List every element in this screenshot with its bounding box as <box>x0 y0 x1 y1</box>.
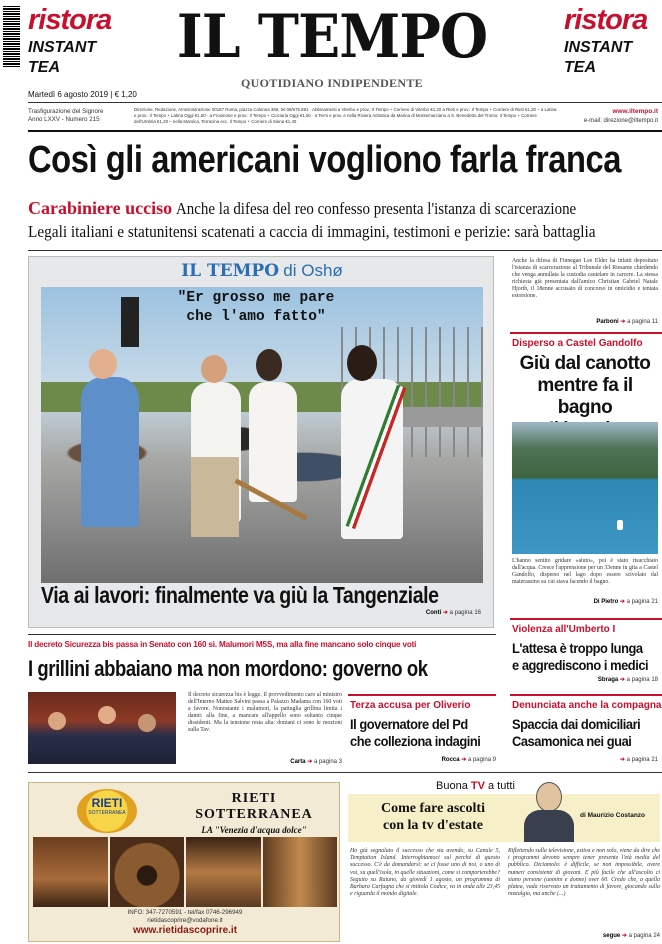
umberto-title-1: L'attesa è troppo lunga <box>512 640 643 656</box>
sicurezza-page: a pagina 3 <box>313 759 342 765</box>
rieti-ad[interactable] <box>28 782 340 942</box>
oliverio-page: a pagina 9 <box>467 757 496 763</box>
oliverio-headline[interactable] <box>350 716 496 750</box>
ad-product-label: INSTANT TEA <box>564 39 633 76</box>
oliverio-ref[interactable] <box>350 756 496 763</box>
issue-price: € 1,20 <box>114 90 137 99</box>
casamonica-page: a pagina 21 <box>626 757 658 763</box>
ad-product-label: INSTANT TEA <box>28 39 97 76</box>
casamonica-title-2: Casamonica nei guai <box>512 733 632 749</box>
email-link[interactable]: e-mail: direzione@iltempo.it <box>583 118 658 124</box>
arrow-icon: ➔ <box>442 610 448 616</box>
masthead-title[interactable]: IL TEMPO <box>176 2 488 72</box>
castel-title-1: Giù dal canotto <box>519 353 651 374</box>
castel-kicker: Disperso a Castel Gandolfo <box>512 338 643 349</box>
lead-deck <box>28 198 662 219</box>
issue-date: Martedì 6 agosto 2019 <box>28 90 109 99</box>
tv-label-pre: Buona <box>436 780 468 792</box>
volume-number: Anno LXXV - Numero 215 <box>28 116 100 123</box>
rieti-info <box>33 909 337 937</box>
tv-byline-pre: di <box>580 812 586 819</box>
arrow-icon: ➔ <box>619 599 625 605</box>
rieti-email[interactable]: rietidascoprire@vodafone.it <box>147 917 223 924</box>
ad-right[interactable] <box>564 4 662 84</box>
senate-photo[interactable] <box>28 692 176 764</box>
tv-author: segue <box>602 933 621 939</box>
tv-title-2: con la tv d'estate <box>383 818 483 833</box>
casamonica-headline[interactable] <box>512 716 662 750</box>
tv-byline <box>580 812 645 819</box>
tv-ref[interactable] <box>508 932 660 939</box>
castel-author: Di Pietro <box>593 599 619 605</box>
photo-author: Conti <box>425 610 442 616</box>
column-author: di Oshø <box>283 261 343 280</box>
arrow-icon: ➔ <box>619 757 625 763</box>
sicurezza-kicker: Il decreto Sicurezza bis passa in Senato con 160 sì. Malumori M5S, ma alla fine mancano solo cinque voti <box>28 640 417 649</box>
tv-label <box>436 780 515 792</box>
rieti-website[interactable]: www.rietidascoprire.it <box>132 925 238 936</box>
arrow-icon: ➔ <box>461 757 467 763</box>
ad-left[interactable] <box>28 4 128 84</box>
quote-line-2: che l'amo fatto" <box>186 309 326 325</box>
column-title: IL TEMPO <box>181 261 280 281</box>
tv-title <box>358 800 508 834</box>
oliverio-title-1: Il governatore del Pd <box>350 716 468 732</box>
umberto-kicker: Violenza all'Umberto I <box>512 624 616 635</box>
castel-title-2: mentre fa il bagno <box>537 375 633 418</box>
umberto-page: a pagina 18 <box>626 677 658 683</box>
quote-line-1: "Er grosso me pare <box>177 290 335 306</box>
sicurezza-text[interactable]: Il decreto sicurezza bis è legge. Il provvedimento caro al ministro dell'Interno Matteo Salvini passa a Palazzo Madama con 160 voti a favore. Nonostante i malumori, la pattuglia grillina limita i danni: alla fine, a mancare all'appello sono soltanto cinque dissidenti. Ma la tensione resta alta: domani ci sono le mozioni sulla Tav. <box>188 692 342 733</box>
ad-brand-logo: ristora <box>28 4 112 36</box>
castel-ref[interactable] <box>512 598 658 605</box>
ad-brand-logo: ristora <box>564 4 648 36</box>
saint-of-day: Trasfigurazione del Signore <box>28 108 104 115</box>
oliverio-author: Rocca <box>441 757 460 763</box>
author-portrait <box>520 782 576 842</box>
photo-caption[interactable]: Via ai lavori: finalmente va giù la Tangenziale <box>41 582 439 608</box>
date-line: Martedì 6 agosto 2019 | € 1,20 <box>28 90 137 99</box>
photo[interactable] <box>41 287 483 583</box>
castel-page: a pagina 21 <box>626 599 658 605</box>
photo-page: a pagina 16 <box>449 610 481 616</box>
rieti-logo-text: RIETI <box>91 796 123 810</box>
lake-photo[interactable] <box>512 422 658 554</box>
photo-box[interactable] <box>28 256 494 628</box>
lead-deck-line2: Legali italiani e statunitensi scatenati a caccia di immagini, testimoni e perizie: sarà battaglia <box>28 222 596 241</box>
umberto-ref[interactable] <box>512 676 658 683</box>
photo-ref[interactable] <box>426 609 481 616</box>
lead-deck-line1: Anche la difesa del reo confesso presenta l'istanza di scarcerazione <box>176 199 577 218</box>
rieti-photos <box>33 837 337 907</box>
arrow-icon: ➔ <box>620 319 626 325</box>
lead-side-page: a pagina 11 <box>627 319 658 325</box>
oliverio-title-2: che colleziona indagini <box>350 733 481 749</box>
rieti-logo <box>77 789 137 833</box>
tv-column-2[interactable]: Riflettendo sulla televisione, estiva e non solo, viene da dire che i programmi devono sempre tener presente l'età media del pubblico. Diciamolo: è difficile, se non impossibile, avere numeri consistenti di giovani. E più facile che all'ascolto ci siano persone (uomini e donne) over 60. Credo che, a quella platea, vada riservato un trattamento di favore, giocando sulla nostalgia, ma anche (...) <box>508 848 660 898</box>
castel-text[interactable]: L'hanno sentito gridare «aiuto», poi è stato risucchiato dall'acqua. Cresce l'apprensione per un 33enne in gita a Castel Gandolfo, disperso nel lago dopo essere scivolato dal materassino su cui stava facendo il bagno. <box>512 558 658 585</box>
oliverio-kicker: Terza accusa per Oliverio <box>350 700 471 711</box>
lead-side-text[interactable]: Anche la difesa di Finnegan Lee Elder ha infatti depositato l'istanza di scarcerazione al Tribunale del Riesame chiedendo che venga annullata la custodia cautelare in carcere. La stessa richiesta già presentata dall'amico Christian Gabriel Natale Hjorth, il 18enne accusato di concorso in omicidio e tentata estorsione. <box>512 258 658 299</box>
rieti-title-1: RIETI <box>231 791 277 806</box>
umberto-title-2: e aggrediscono i medici <box>512 657 649 673</box>
rieti-ad-title <box>179 791 329 835</box>
casamonica-title-1: Spaccia dai domiciliari <box>512 716 641 732</box>
casamonica-kicker: Denunciata anche la compagna <box>512 700 662 711</box>
tv-label-post: a tutti <box>488 780 515 792</box>
sicurezza-author: Carta <box>290 759 306 765</box>
barcode <box>3 6 20 68</box>
tv-header[interactable] <box>348 794 660 842</box>
umberto-headline[interactable] <box>512 640 662 674</box>
arrow-icon: ➔ <box>619 677 625 683</box>
tv-title-1: Come fare ascolti <box>381 801 485 816</box>
sicurezza-ref[interactable] <box>188 758 342 765</box>
arrow-icon: ➔ <box>621 933 627 939</box>
tv-page: a pagina 24 <box>628 933 660 939</box>
umberto-author: Sbraga <box>597 677 619 683</box>
rieti-phone: INFO: 347-7270591 - tel/fax 0746-296949 <box>127 909 243 916</box>
legal-info: Direzione, Redazione, Amministrazione 00187 Roma, piazza Colonna 366, tel 06/675.881 · Abbinamenti a Viterbo e prov.: Il Tempo + Corriere di Viterbo €1,20 a Rieti e prov.: Il Tempo + Corriere di Rieti €1,20 – a Latina e prov.: Il Tempo + Latina Oggi €1,50 · a Frosinone e prov.: Il Tempo + Ciociaria Oggi €1,50 · a Terni e prov. e nella Riviera Adriatica da Marina di Montemarciano a S. Benedetto del Tronto: Il Tempo + Corriere dell'Umbria €1,20 – nella Marsica, Terracina ecc. Il Tempo + Corriere di Siena €1,40 <box>134 107 557 124</box>
masthead-subtitle: QUOTIDIANO INDIPENDENTE <box>241 76 423 90</box>
arrow-icon: ➔ <box>307 759 313 765</box>
lead-side-author: Parboni <box>596 319 619 325</box>
casamonica-ref[interactable] <box>512 756 658 763</box>
rieti-logo-sub: SOTTERRANEA <box>88 810 126 816</box>
column-header[interactable] <box>29 261 495 281</box>
sicurezza-headline[interactable]: I grillini abbaiano ma non mordono: governo ok <box>28 656 428 681</box>
lead-kicker: Carabiniere ucciso <box>28 198 173 218</box>
lead-side-ref[interactable] <box>512 318 658 325</box>
photo-quote <box>171 289 341 327</box>
website-link[interactable]: www.iltempo.it <box>612 108 658 115</box>
rieti-title-2: SOTTERRANEA <box>195 807 313 822</box>
tv-author-name: Maurizio Costanzo <box>587 812 646 819</box>
tv-label-tv: TV <box>470 780 485 792</box>
rieti-tagline: LA "Venezia d'acqua dolce" <box>201 825 307 835</box>
tv-column-1[interactable]: Ho già segnalato il successo che sta avendo, su Canale 5, Temptation Island. Interroghiamoci sul perché di questo successo. C'è da domandarsi: se ci fosse uno di noi, o uno di voi, su quell'isola, in quelle situazioni, come si comporterebbe? Seguito su Raiuno, da giovedì 1 agosto, un programma di Barbara Carfagna che si intitola Codice, va in onda alle 23,45 e riguarda il mondo digitale. <box>350 848 500 898</box>
lead-headline[interactable]: Così gli americani vogliono farla franca <box>28 139 621 181</box>
